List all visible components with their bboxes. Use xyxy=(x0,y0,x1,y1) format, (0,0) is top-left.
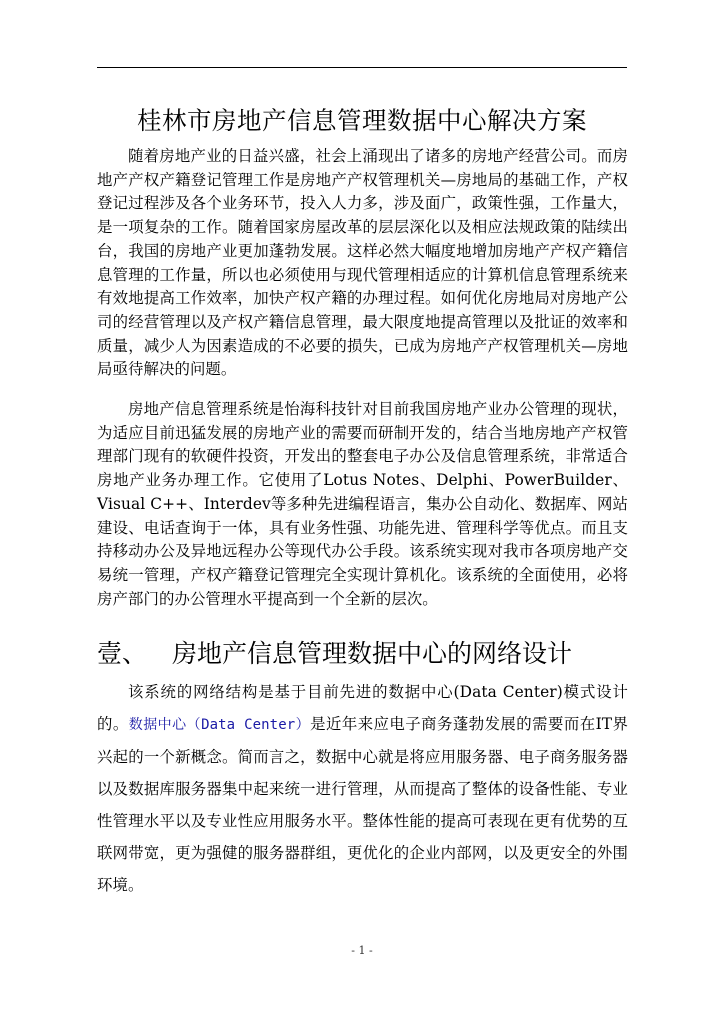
document-title: 桂林市房地产信息管理数据中心解决方案 xyxy=(137,106,587,135)
network-paragraph-end: 是近年来应电子商务蓬勃发展的需要而在IT界兴起的一个新概念。简而言之，数据中心就是将应用服务器、电子商务服务器以及数据库服务器集中起来统一进行管理，从而提高了整体的设备性能、专业性管理水平以及专业性应用服务水平。整体性能的提高可表现在更有优势的互联网带宽，更为强健的服务器群组，更优化的企业内部网，以及更安全的外围环境。 xyxy=(97,715,628,894)
page-number: - 1 - xyxy=(351,944,373,957)
section-number: 壹、 xyxy=(97,639,148,668)
network-paragraph xyxy=(97,676,628,901)
network-paragraph-start: 该系统的网络结构是基于目前先进的数据中心(Data Center)模式设计的。 xyxy=(97,683,628,733)
system-paragraph: 房地产信息管理系统是怡海科技针对目前我国房地产业办公管理的现状，为适应目前迅猛发展的房地产业的需要而研制开发的，结合当地房地产产权管理部门现有的软硬件投资，开发出的整套电子办公及信息管理系统，非常适合房地产业务办理工作。它使用了Lotus Notes、Delphi、PowerBuilder、Visual C++、Interdev等多种先进编程语言，集办公自动化、数据库、网站建设、电话查询于一体，具有业务性强、功能先进、管理科学等优点。而且支持移动办公及异地远程办公等现代办公手段。该系统实现对我市各项房地产交易统一管理，产权产籍登记管理完全实现计算机化。该系统的全面使用，必将房产部门的办公管理水平提高到一个全新的层次。 xyxy=(97,400,628,608)
section-title: 房地产信息管理数据中心的网络设计 xyxy=(172,639,573,668)
intro-paragraph: 随着房地产业的日益兴盛，社会上涌现出了诸多的房地产经营公司。而房地产产权产籍登记管理工作是房地产产权管理机关—房地局的基础工作，产权登记过程涉及各个业务环节，投入人力多，涉及面广，政策性强，工作量大，是一项复杂的工作。随着国家房屋改革的层层深化以及相应法规政策的陆续出台，我国的房地产业更加蓬勃发展。这样必然大幅度地增加房地产产权产籍信息管理的工作量，所以也必须使用与现代管理相适应的计算机信息管理系统来有效地提高工作效率，加快产权产籍的办理过程。如何优化房地局对房地产公司的经营管理以及产权产籍信息管理，最大限度地提高管理以及批证的效率和质量，减少人为因素造成的不必要的损失，已成为房地产产权管理机关—房地局亟待解决的问题。 xyxy=(97,147,628,379)
data-center-link[interactable]: 数据中心（Data Center） xyxy=(128,717,311,733)
header-rule xyxy=(97,67,627,68)
section-heading xyxy=(97,634,627,674)
